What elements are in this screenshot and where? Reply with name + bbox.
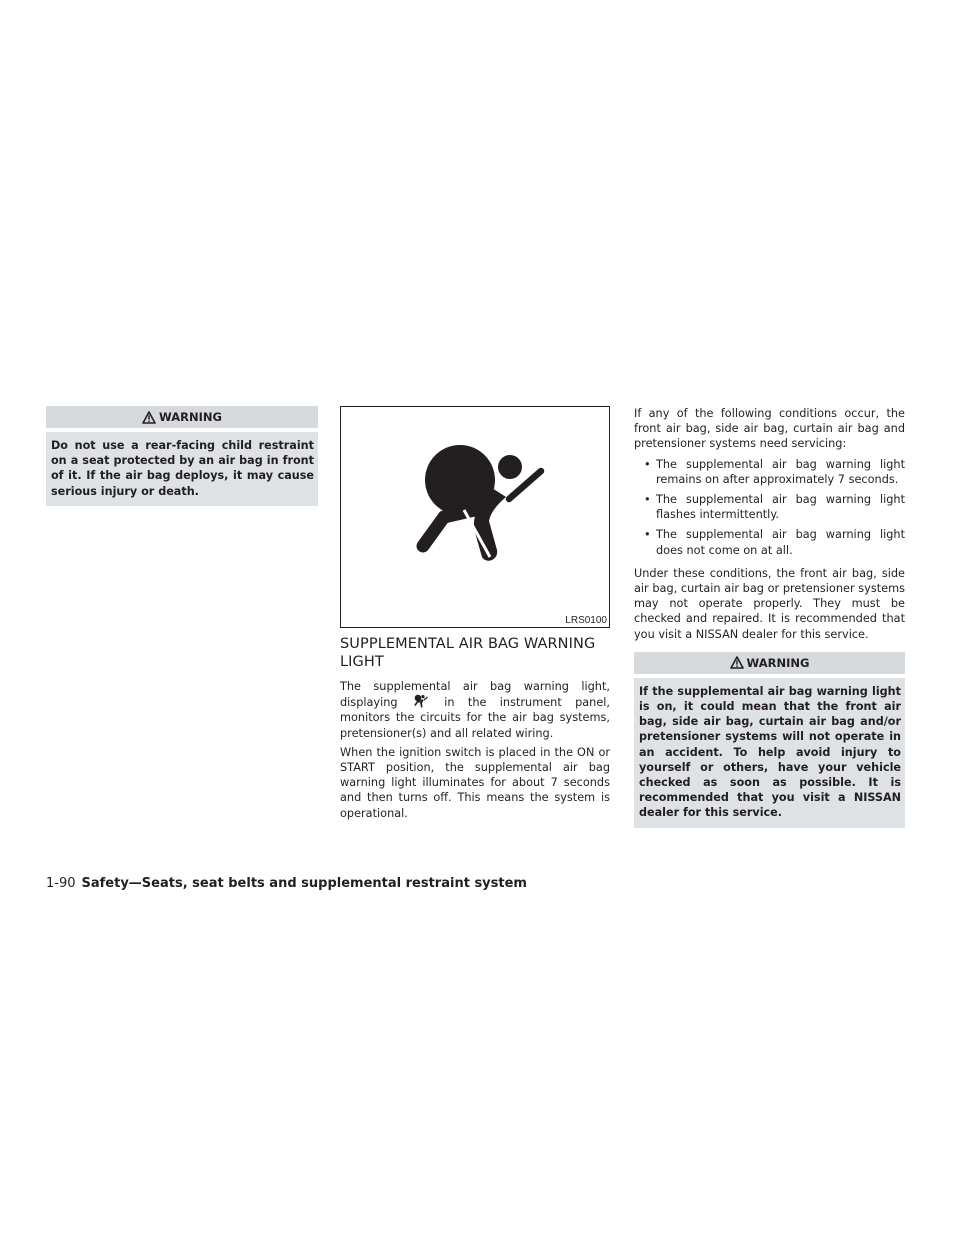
warning-text: If the supplemental air bag warning light is on, it could mean that the front air bag, side air bag, curtain air bag and/or pretensioner systems will not operate in an accident. To help avoid injury to yourself or others, have your vehicle checked as soon as possible. It is recommended that you visit a NISSAN dealer for this service. [634,678,905,828]
page-footer [46,876,527,891]
page-number: 1-90 [46,876,76,891]
conditions-followup: Under these conditions, the front air bag, side air bag, curtain air bag or pretensioner systems may not operate properly. They must be checked and repaired. It is recommended that you visit a NISSAN dealer for this service. [634,566,905,641]
intro-paragraph [340,679,610,741]
middle-column [340,406,610,821]
figure-id: LRS0100 [565,615,607,626]
airbag-figure [340,406,610,628]
list-item: • The supplemental air bag warning light flashes intermittently. [644,493,905,522]
warning-header [634,652,905,674]
conditions-intro: If any of the following conditions occur, the front air bag, side air bag, curtain air bag and pretensioner systems need servicing: [634,407,905,451]
warning-label: WARNING [159,410,222,424]
right-column [634,406,905,828]
list-item: • The supplemental air bag warning light remains on after approximately 7 seconds. [644,457,905,486]
bullet-icon: • [644,457,651,471]
warning-header [46,406,318,428]
bullet-icon: • [644,528,651,542]
warning-label: WARNING [746,655,810,670]
ignition-paragraph: When the ignition switch is placed in the ON or START position, the supplemental air bag warning light illuminates for about 7 seconds and then turns off. This means the system is operational. [340,745,610,820]
intro-text-end: in the instrument panel, monitors the circuits for the air bag systems, pretensioner(s) and all related wiring. [340,696,611,740]
airbag-warning-light-icon [413,694,429,709]
bullet-icon: • [644,493,651,507]
warning-triangle-icon [730,656,744,669]
section-title: SUPPLEMENTAL AIR BAG WARNING LIGHT [340,636,596,670]
chapter-title: Safety—Seats, seat belts and supplemental restraint system [81,876,527,891]
conditions-list [634,457,905,558]
left-column [46,406,318,506]
list-item: • The supplemental air bag warning light does not come on at all. [644,528,905,557]
airbag-warning-icon [341,407,609,627]
intro-text-start: The supplemental air bag warning light, displaying [340,680,610,710]
warning-text: Do not use a rear-facing child restraint on a seat protected by an air bag in front of it. If the air bag deploys, it may cause serious injury or death. [46,432,318,506]
warning-triangle-icon [142,411,156,424]
